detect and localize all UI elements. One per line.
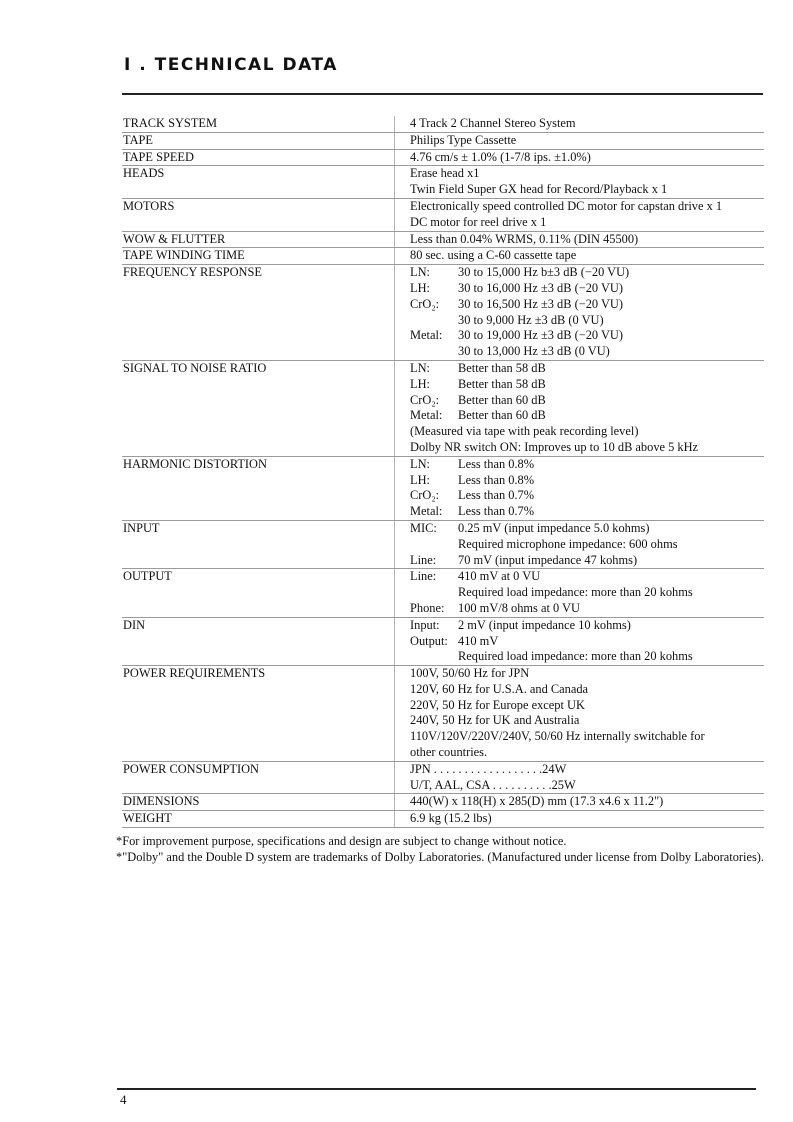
- spec-row-tape-speed: [122, 150, 764, 167]
- spec-row-tape-winding-time: [122, 248, 764, 265]
- sub-key: CrO₂:: [410, 488, 440, 503]
- spec-row-input: [122, 521, 764, 569]
- spec-value: [394, 361, 764, 456]
- footnote: *For improvement purpose, specifications and design are subject to change without notice.: [116, 834, 567, 848]
- sub-key: Metal:: [410, 504, 443, 519]
- spec-label: INPUT: [123, 520, 160, 535]
- spec-value: [394, 150, 764, 166]
- spec-value-line: other countries.: [410, 745, 488, 760]
- spec-label: FREQUENCY RESPONSE: [123, 265, 262, 280]
- sub-key: LN:: [410, 456, 430, 471]
- spec-row-harmonic-distortion: [122, 457, 764, 521]
- sub-key: LH:: [410, 472, 430, 487]
- spec-label: DIN: [123, 617, 146, 632]
- spec-value: [394, 762, 764, 794]
- spec-label: OUTPUT: [123, 569, 172, 584]
- spec-label: POWER REQUIREMENTS: [123, 666, 266, 681]
- footnotes: [116, 833, 766, 865]
- spec-value-line: 110V/120V/220V/240V, 50/60 Hz internally switchable for: [410, 729, 705, 744]
- sub-key: Line:: [410, 552, 437, 567]
- spec-value: [394, 199, 764, 231]
- spec-label: TAPE WINDING TIME: [123, 248, 245, 263]
- spec-value-line: 240V, 50 Hz for UK and Australia: [410, 713, 580, 728]
- spec-sub-line: [410, 393, 764, 409]
- sub-value: 410 mV: [458, 633, 499, 648]
- spec-value-line: Electronically speed controlled DC motor for capstan drive x 1: [410, 198, 723, 213]
- page-title: I . TECHNICAL DATA: [124, 55, 338, 75]
- spec-label: WOW & FLUTTER: [123, 231, 226, 246]
- spec-sub-line: [410, 265, 764, 281]
- spec-label: TRACK SYSTEM: [123, 116, 217, 130]
- page-number: 4: [120, 1092, 127, 1107]
- sub-key: LN:: [410, 265, 430, 280]
- sub-value: Required microphone impedance: 600 ohms: [458, 536, 678, 551]
- spec-label: HARMONIC DISTORTION: [123, 456, 267, 471]
- spec-value: [394, 569, 764, 616]
- spec-row-din: [122, 618, 764, 666]
- sub-key: Input:: [410, 617, 440, 632]
- spec-value-line: 120V, 60 Hz for U.S.A. and Canada: [410, 681, 589, 696]
- spec-value-line: U/T, AAL, CSA . . . . . . . . . .25W: [410, 777, 576, 792]
- sub-value: 30 to 16,500 Hz ±3 dB (−20 VU): [458, 296, 623, 311]
- spec-value-line: 4 Track 2 Channel Stereo System: [410, 116, 576, 130]
- spec-value-line: 80 sec. using a C-60 cassette tape: [410, 248, 577, 263]
- spec-value-line: Twin Field Super GX head for Record/Playback x 1: [410, 182, 668, 197]
- sub-key: Metal:: [410, 408, 443, 423]
- spec-row-power-consumption: [122, 762, 764, 795]
- sub-key: LH:: [410, 280, 430, 295]
- spec-label: TAPE: [123, 132, 153, 147]
- sub-value: Less than 0.7%: [458, 488, 535, 503]
- sub-value: 100 mV/8 ohms at 0 VU: [458, 600, 580, 615]
- spec-value: [394, 521, 764, 568]
- sub-value: Less than 0.8%: [458, 472, 535, 487]
- spec-table: [122, 116, 764, 828]
- spec-value-line: DC motor for reel drive x 1: [410, 214, 547, 229]
- sub-key: LN:: [410, 360, 430, 375]
- sub-value: Less than 0.7%: [458, 504, 535, 519]
- spec-label: POWER CONSUMPTION: [123, 761, 259, 776]
- spec-sub-line: [410, 618, 764, 634]
- sub-value: 70 mV (input impedance 47 kohms): [458, 552, 638, 567]
- sub-value: 30 to 13,000 Hz ±3 dB (0 VU): [458, 344, 610, 359]
- spec-sub-line: [410, 553, 764, 569]
- spec-value: [394, 232, 764, 248]
- sub-value: 30 to 19,000 Hz ±3 dB (−20 VU): [458, 328, 623, 343]
- spec-sub-line: [410, 328, 764, 344]
- spec-value-line: 100V, 50/60 Hz for JPN: [410, 666, 530, 681]
- spec-row-frequency-response: [122, 265, 764, 361]
- spec-label: WEIGHT: [123, 811, 172, 826]
- sub-key: Metal:: [410, 328, 443, 343]
- spec-row-power-requirements: [122, 666, 764, 762]
- title-rule: [122, 93, 763, 95]
- spec-value-line: JPN . . . . . . . . . . . . . . . . . .24W: [410, 761, 567, 776]
- spec-sub-line: [410, 408, 764, 424]
- sub-value: 0.25 mV (input impedance 5.0 kohms): [458, 520, 650, 535]
- sub-key: CrO₂:: [410, 296, 440, 311]
- spec-value-line: 6.9 kg (15.2 lbs): [410, 811, 492, 826]
- spec-value-line: 4.76 cm/s ± 1.0% (1-7/8 ips. ±1.0%): [410, 149, 591, 164]
- spec-sub-line: [410, 377, 764, 393]
- spec-value: [394, 811, 764, 827]
- spec-value: [394, 666, 764, 761]
- spec-sub-line: [410, 634, 764, 650]
- spec-sub-line: [410, 457, 764, 473]
- spec-label: MOTORS: [123, 198, 175, 213]
- spec-sub-line: [410, 601, 764, 617]
- spec-sub-line: [410, 361, 764, 377]
- spec-row-heads: [122, 166, 764, 199]
- sub-value: Required load impedance: more than 20 kohms: [458, 649, 693, 664]
- spec-sub-line: [410, 281, 764, 297]
- spec-sub-line: [410, 521, 764, 537]
- spec-value: [394, 166, 764, 198]
- sub-value: 30 to 15,000 Hz b±3 dB (−20 VU): [458, 265, 630, 280]
- sub-key: LH:: [410, 376, 430, 391]
- sub-key: CrO₂:: [410, 392, 440, 407]
- sub-value: Better than 60 dB: [458, 408, 546, 423]
- spec-sub-line: [410, 297, 764, 313]
- spec-value: [394, 248, 764, 264]
- sub-value: Better than 60 dB: [458, 392, 546, 407]
- spec-value-line: 440(W) x 118(H) x 285(D) mm (17.3 x4.6 x 11.2"): [410, 794, 664, 809]
- sub-value: Better than 58 dB: [458, 360, 546, 375]
- sub-value: 2 mV (input impedance 10 kohms): [458, 617, 631, 632]
- sub-value: 410 mV at 0 VU: [458, 569, 541, 584]
- spec-value: [394, 116, 764, 132]
- spec-row-wow-flutter: [122, 232, 764, 249]
- spec-sub-line: [410, 473, 764, 489]
- sub-value: 30 to 9,000 Hz ±3 dB (0 VU): [458, 312, 604, 327]
- sub-key: Output:: [410, 633, 448, 648]
- spec-sub-line: [410, 569, 764, 585]
- spec-sub-line: [410, 504, 764, 520]
- spec-row-dimensions: [122, 794, 764, 811]
- sub-value: Less than 0.8%: [458, 456, 535, 471]
- sub-value: Required load impedance: more than 20 kohms: [458, 585, 693, 600]
- spec-value-line: Erase head x1: [410, 166, 480, 181]
- spec-value-line: 220V, 50 Hz for Europe except UK: [410, 697, 585, 712]
- spec-label: SIGNAL TO NOISE RATIO: [123, 360, 267, 375]
- spec-value: [394, 794, 764, 810]
- spec-value-line: Less than 0.04% WRMS, 0.11% (DIN 45500): [410, 231, 639, 246]
- spec-value: [394, 457, 764, 520]
- sub-key: MIC:: [410, 520, 437, 535]
- spec-value-line: Philips Type Cassette: [410, 132, 517, 147]
- spec-label: TAPE SPEED: [123, 149, 194, 164]
- footer-rule: [117, 1088, 756, 1090]
- sub-key: Line:: [410, 569, 437, 584]
- spec-value-line: Dolby NR switch ON: Improves up to 10 dB above 5 kHz: [410, 439, 699, 454]
- spec-value-line: (Measured via tape with peak recording level): [410, 424, 639, 439]
- spec-value: [394, 618, 764, 665]
- footnote: *"Dolby" and the Double D system are trademarks of Dolby Laboratories. (Manufactured under license from Dolby Laboratories).: [116, 850, 765, 864]
- sub-key: Phone:: [410, 600, 445, 615]
- spec-label: HEADS: [123, 166, 165, 181]
- spec-row-output: [122, 569, 764, 617]
- spec-row-track-system: [122, 116, 764, 133]
- spec-row-motors: [122, 199, 764, 232]
- sub-value: 30 to 16,000 Hz ±3 dB (−20 VU): [458, 280, 623, 295]
- spec-row-tape: [122, 133, 764, 150]
- spec-sub-line: [410, 488, 764, 504]
- spec-value: [394, 265, 764, 360]
- spec-row-signal-to-noise: [122, 361, 764, 457]
- spec-row-weight: [122, 811, 764, 828]
- spec-label: DIMENSIONS: [123, 794, 200, 809]
- sub-value: Better than 58 dB: [458, 376, 546, 391]
- spec-value: [394, 133, 764, 149]
